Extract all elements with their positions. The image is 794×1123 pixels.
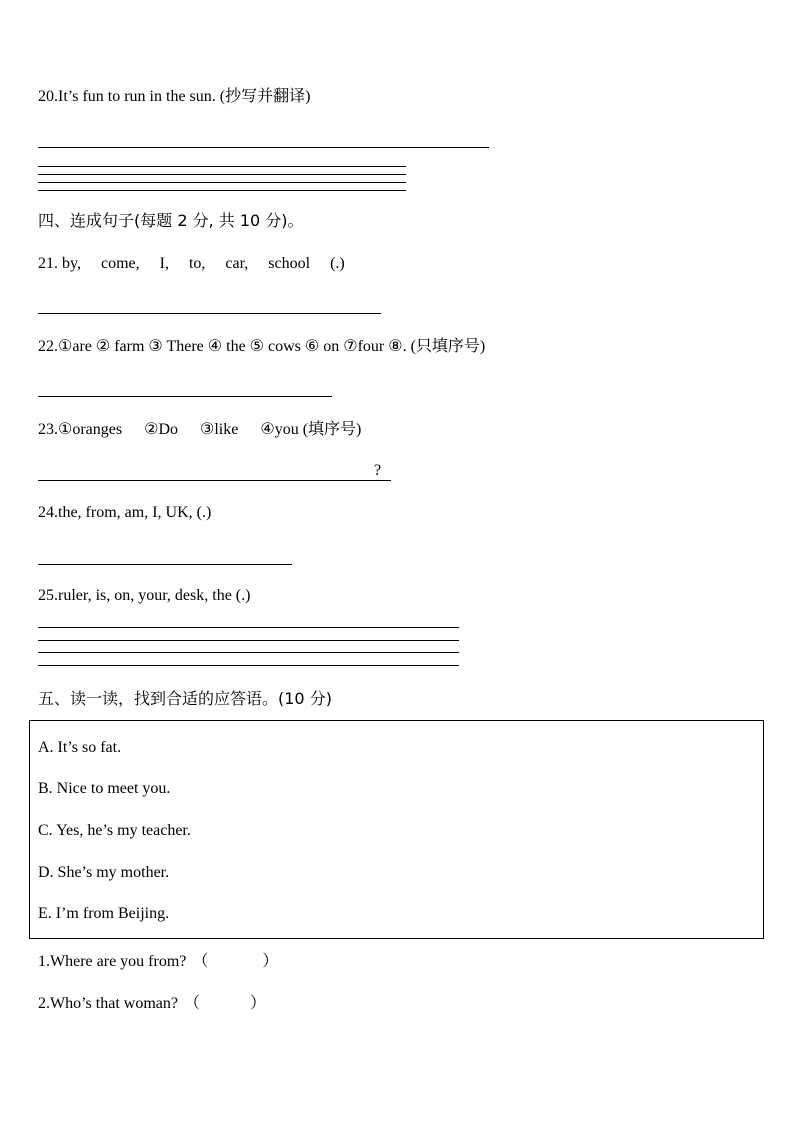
word: by, xyxy=(62,255,81,272)
question-22 xyxy=(38,337,485,357)
word: come, xyxy=(100,255,140,272)
word: (.) xyxy=(330,255,345,272)
writing-line[interactable] xyxy=(38,640,459,641)
word: to, xyxy=(188,255,206,272)
question-number: 22. xyxy=(38,338,58,355)
question-number: 24. xyxy=(38,504,58,521)
word: school xyxy=(268,255,311,272)
writing-line[interactable] xyxy=(38,182,406,183)
question-23 xyxy=(38,420,361,440)
question-number: 23. xyxy=(38,421,58,438)
option-b: B. Nice to meet you. xyxy=(38,780,171,797)
question-21 xyxy=(38,254,345,274)
question-text: 1.Where are you from? xyxy=(38,953,187,970)
section-5-heading: 五、读一读，找到合适的应答语。(10 分) xyxy=(38,689,332,708)
question-text: ①are ② farm ③ There ④ the ⑤ cows ⑥ on ⑦four ⑧. (只填序号) xyxy=(58,338,486,355)
word: car, xyxy=(225,255,249,272)
answer-paren-open[interactable]: （ xyxy=(183,995,200,1012)
answer-line-24[interactable] xyxy=(38,564,292,565)
section-4-heading: 四、连成句子(每题 2 分, 共 10 分)。 xyxy=(38,211,304,230)
word: I, xyxy=(159,255,169,272)
word: ①oranges xyxy=(58,421,123,438)
answer-line-23[interactable] xyxy=(38,480,391,481)
answer-paren-close[interactable]: ） xyxy=(249,995,266,1012)
answer-paren-open[interactable]: （ xyxy=(192,953,209,970)
option-e: E. I’m from Beijing. xyxy=(38,905,170,922)
writing-line[interactable] xyxy=(38,652,459,653)
writing-line[interactable] xyxy=(38,174,406,175)
match-question-2 xyxy=(38,994,266,1014)
question-25 xyxy=(38,586,250,606)
question-text: It’s fun to run in the sun. (抄写并翻译) xyxy=(58,88,311,105)
writing-line[interactable] xyxy=(38,665,459,666)
match-question-1 xyxy=(38,952,278,972)
question-24 xyxy=(38,503,211,523)
question-number: 21. xyxy=(38,255,58,272)
answer-paren-close[interactable]: ） xyxy=(262,953,279,970)
word: ③like xyxy=(200,421,239,438)
writing-line[interactable] xyxy=(38,190,406,191)
answer-line-20[interactable] xyxy=(38,147,489,148)
question-number: 25. xyxy=(38,587,58,604)
question-20 xyxy=(38,87,310,107)
option-c: C. Yes, he’s my teacher. xyxy=(38,822,191,839)
writing-line[interactable] xyxy=(38,166,406,167)
answer-options-box xyxy=(29,720,764,939)
question-number: 20. xyxy=(38,88,58,105)
question-text: the, from, am, I, UK, (.) xyxy=(58,504,212,521)
writing-line[interactable] xyxy=(38,627,459,628)
question-text: ruler, is, on, your, desk, the (.) xyxy=(58,587,251,604)
word: ②Do xyxy=(144,421,179,438)
option-d: D. She’s my mother. xyxy=(38,864,170,881)
option-a: A. It’s so fat. xyxy=(38,739,122,756)
answer-line-21[interactable] xyxy=(38,313,381,314)
word: ④you (填序号) xyxy=(260,421,362,438)
question-mark: ? xyxy=(374,462,382,479)
answer-line-22[interactable] xyxy=(38,396,332,397)
question-text: 2.Who’s that woman? xyxy=(38,995,178,1012)
